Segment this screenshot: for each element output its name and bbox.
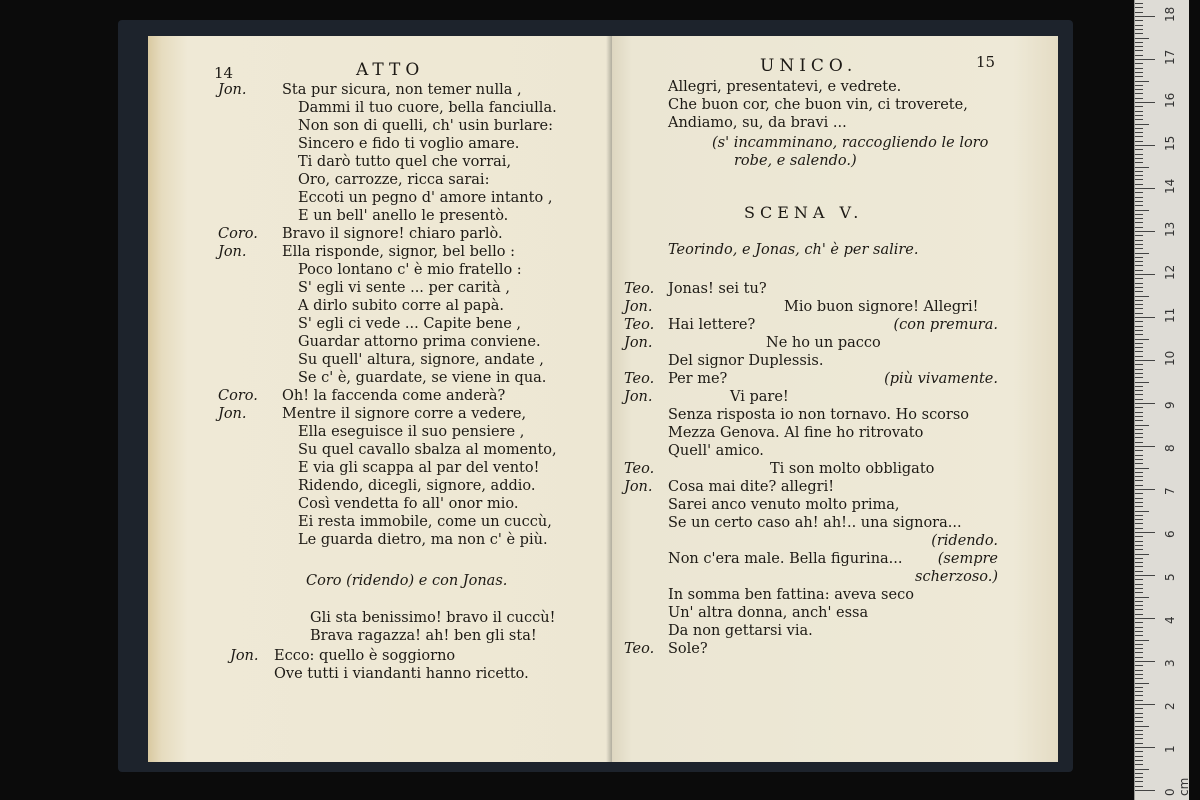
ruler-tick [1135,141,1143,142]
ruler-tick [1135,425,1149,426]
ruler-tick [1135,541,1143,542]
ruler-tick [1135,218,1143,219]
ruler-tick [1135,244,1143,245]
ruler-tick [1135,210,1149,211]
ruler-tick [1135,635,1143,636]
ruler-label: 3 [1163,659,1177,667]
verse-line: Cosa mai dite? allegri! [668,479,835,495]
ruler-tick [1135,769,1149,770]
verse-line: Ella risponde, signor, bel bello : [282,244,516,260]
ruler-tick [1135,695,1143,696]
ruler-label: 4 [1163,616,1177,624]
ruler-tick [1135,386,1143,387]
ruler-label: 7 [1163,487,1177,495]
verse-line: Poco lontano c' è mio fratello : [298,262,522,278]
ruler-tick [1135,98,1143,99]
ruler-tick [1135,46,1143,47]
ruler-tick [1135,446,1155,447]
verse-line: Se un certo caso ah! ah!.. una signora... [668,515,962,531]
ruler-tick [1135,7,1143,8]
ruler-tick [1135,42,1143,43]
ruler-tick [1135,622,1143,623]
ruler-tick [1135,188,1155,189]
verse-line: Non c'era male. Bella figurina... [668,551,903,567]
ruler-tick [1135,640,1149,641]
ruler-tick [1135,592,1143,593]
ruler-tick [1135,382,1149,383]
ruler-tick [1135,330,1143,331]
ruler-tick [1135,532,1155,533]
ruler-tick [1135,167,1149,168]
ruler-label: 1 [1163,745,1177,753]
ruler-tick [1135,89,1143,90]
verse-line: Da non gettarsi via. [668,623,813,639]
ruler-tick [1135,528,1143,529]
ruler-tick [1135,566,1143,567]
ruler-tick [1135,20,1143,21]
verse-line: Ti son molto obbligato [770,461,935,477]
ruler-tick [1135,12,1143,13]
ruler-tick [1135,506,1143,507]
left-page-header: ATTO [356,60,425,80]
verse-line: Che buon cor, che buon vin, ci troverete, [668,97,968,113]
speaker-label: Teo. [624,317,655,333]
ruler-tick [1135,124,1149,125]
ruler-tick [1135,416,1143,417]
ruler-tick [1135,708,1143,709]
ruler-tick [1135,777,1143,778]
ruler-tick [1135,63,1143,64]
ruler-tick [1135,644,1143,645]
left-page-number: 14 [214,64,234,82]
verse-line: Ei resta immobile, come un cuccù, [298,514,552,530]
ruler-tick [1135,364,1143,365]
ruler-tick [1135,16,1155,17]
ruler-tick [1135,579,1143,580]
verse-line: Sole? [668,641,708,657]
ruler-tick [1135,476,1143,477]
ruler-tick [1135,519,1143,520]
stage-direction: (s' incamminano, raccogliendo le loro [712,135,989,151]
ruler-tick [1135,179,1143,180]
ruler-tick [1135,33,1143,34]
ruler-tick [1135,261,1143,262]
ruler-label: 6 [1163,530,1177,538]
stage-note: (sempre [937,551,998,567]
ruler-tick [1135,235,1143,236]
ruler-tick [1135,240,1143,241]
ruler-tick [1135,661,1155,662]
ruler-tick [1135,631,1143,632]
ruler-tick [1135,50,1143,51]
ruler-tick [1135,278,1143,279]
ruler-label: 0 cm [1163,777,1191,796]
ruler-tick [1135,76,1143,77]
verse-line: Su quell' altura, signore, andate , [298,352,544,368]
verse-line: Quell' amico. [668,443,764,459]
ruler-tick [1135,721,1143,722]
ruler-tick [1135,523,1143,524]
verse-line: Ne ho un pacco [766,335,881,351]
ruler-tick [1135,257,1143,258]
verse-line: Ella eseguisce il suo pensiere , [298,424,525,440]
ruler-label: 14 [1163,178,1177,194]
ruler-tick [1135,511,1149,512]
stage-note: (con premura. [893,317,998,333]
ruler-label: 12 [1163,264,1177,280]
ruler-tick [1135,248,1143,249]
right-page-header: UNICO. [760,56,858,76]
ruler-tick [1135,747,1155,748]
ruler-tick [1135,437,1143,438]
verse-line: Mentre il signore corre a vedere, [282,406,527,422]
verse-line: Allegri, presentatevi, e vedrete. [668,79,902,95]
ruler-tick [1135,300,1143,301]
ruler-label: 8 [1163,444,1177,452]
verse-line: Bravo il signore! chiaro parlò. [282,226,503,242]
ruler-tick [1135,450,1143,451]
ruler-tick [1135,493,1143,494]
ruler-tick [1135,554,1149,555]
ruler-tick [1135,657,1143,658]
ruler-tick [1135,192,1143,193]
verse-line: Ecco: quello è soggiorno [274,648,456,664]
verse-line: Ti darò tutto quel che vorrai, [298,154,512,170]
speaker-label: Jon. [218,406,247,422]
verse-line: Jonas! sei tu? [668,281,767,297]
ruler-tick [1135,119,1143,120]
speaker-label: Jon. [624,299,653,315]
ruler-tick [1135,480,1143,481]
ruler-tick [1135,609,1143,610]
left-page [148,36,612,762]
ruler-tick [1135,29,1143,30]
ruler-tick [1135,81,1149,82]
stage-direction: robe, e salendo.) [734,153,857,169]
ruler-tick [1135,738,1143,739]
ruler-tick [1135,154,1143,155]
ruler-tick [1135,472,1143,473]
verse-line: Sincero e fido ti voglio amare. [298,136,520,152]
ruler-tick [1135,184,1143,185]
verse-line: Vi pare! [730,389,789,405]
speaker-label: Jon. [218,82,247,98]
stage-note: (ridendo. [931,533,998,549]
ruler-tick [1135,283,1143,284]
ruler-tick [1135,360,1155,361]
verse-line: A dirlo subito corre al papà. [298,298,505,314]
ruler-tick [1135,584,1143,585]
stage-note: scherzoso.) [915,569,998,585]
ruler-tick [1135,764,1143,765]
ruler-tick [1135,562,1143,563]
verse-line: Dammi il tuo cuore, bella fanciulla. [298,100,557,116]
ruler-tick [1135,468,1149,469]
ruler-tick [1135,717,1143,718]
speaker-label: Jon. [230,648,259,664]
ruler-tick [1135,287,1143,288]
ruler-tick [1135,545,1143,546]
ruler-tick [1135,455,1143,456]
ruler-tick [1135,317,1155,318]
verse-line: Su quel cavallo sbalza al momento, [298,442,557,458]
ruler-tick [1135,3,1143,4]
ruler-tick [1135,407,1143,408]
ruler-tick [1135,627,1143,628]
verse-line: Sarei anco venuto molto prima, [668,497,900,513]
ruler-tick [1135,691,1143,692]
ruler-label: 17 [1163,49,1177,65]
ruler-tick [1135,515,1143,516]
ruler-tick [1135,558,1143,559]
ruler-tick [1135,162,1143,163]
ruler-tick [1135,605,1143,606]
ruler-tick [1135,618,1155,619]
ruler-tick [1135,106,1143,107]
ruler-tick [1135,571,1143,572]
ruler-label: 10 [1163,350,1177,366]
verse-line: Mezza Genova. Al fine ho ritrovato [668,425,924,441]
ruler-tick [1135,356,1143,357]
ruler-tick [1135,321,1143,322]
ruler-tick [1135,463,1143,464]
scene-title: SCENA V. [744,203,864,222]
ruler-tick [1135,601,1143,602]
verse-line: Oro, carrozze, ricca sarai: [298,172,490,188]
speaker-label: Jon. [218,244,247,260]
ruler-tick [1135,743,1143,744]
verse-line: E via gli scappa al par del vento! [298,460,540,476]
verse-line: Del signor Duplessis. [668,353,824,369]
ruler-tick [1135,433,1143,434]
ruler-tick [1135,313,1143,314]
ruler-tick [1135,597,1149,598]
ruler-tick [1135,549,1143,550]
verse-line: Andiamo, su, da bravi ... [668,115,847,131]
ruler-tick [1135,670,1143,671]
ruler-label: 11 [1163,307,1177,323]
ruler-tick [1135,270,1143,271]
ruler-tick [1135,485,1143,486]
ruler-tick [1135,59,1155,60]
ruler-tick [1135,197,1143,198]
ruler-label: 16 [1163,92,1177,108]
ruler-tick [1135,132,1143,133]
ruler-tick [1135,171,1143,172]
verse-line: Guardar attorno prima conviene. [298,334,541,350]
ruler-tick [1135,38,1149,39]
ruler-tick [1135,429,1143,430]
ruler-tick [1135,502,1143,503]
ruler-tick [1135,665,1143,666]
ruler-tick [1135,652,1143,653]
ruler-tick [1135,575,1155,576]
ruler-tick [1135,442,1143,443]
verse-line: Non son di quelli, ch' usin burlare: [298,118,553,134]
ruler-tick [1135,334,1143,335]
ruler-tick [1135,93,1143,94]
ruler-tick [1135,308,1143,309]
ruler-tick [1135,351,1143,352]
ruler-tick [1135,347,1143,348]
ruler-label: 13 [1163,221,1177,237]
ruler-tick [1135,674,1143,675]
ruler-tick [1135,326,1143,327]
verse-line: Senza risposta io non tornavo. Ho scorso [668,407,970,423]
verse-line: Per me? [668,371,728,387]
ruler-tick [1135,773,1143,774]
ruler-tick [1135,726,1149,727]
ruler-tick [1135,369,1143,370]
verse-line: Se c' è, guardate, se viene in qua. [298,370,547,386]
ruler-tick [1135,265,1143,266]
verse-line: S' egli vi sente ... per carità , [298,280,510,296]
ruler-tick [1135,760,1143,761]
ruler-tick [1135,175,1143,176]
ruler-tick [1135,420,1143,421]
verse-line: Così vendetta fo all' onor mio. [298,496,519,512]
speaker-label: Teo. [624,641,655,657]
speaker-label: Jon. [624,479,653,495]
ruler-tick [1135,227,1143,228]
verse-line: Oh! la faccenda come anderà? [282,388,506,404]
ruler-tick [1135,136,1143,137]
verse-line: Eccoti un pegno d' amore intanto , [298,190,553,206]
verse-line: Mio buon signore! Allegri! [784,299,979,315]
ruler-label: 5 [1163,573,1177,581]
verse-line: Le guarda dietro, ma non c' è più. [298,532,548,548]
ruler-tick [1135,756,1143,757]
ruler-tick [1135,648,1143,649]
ruler-tick [1135,304,1143,305]
ruler-tick [1135,734,1143,735]
ruler-tick [1135,678,1143,679]
ruler-tick [1135,683,1149,684]
ruler-tick [1135,390,1143,391]
ruler-tick [1135,201,1143,202]
ruler-tick [1135,102,1155,103]
ruler-tick [1135,214,1143,215]
ruler-label: 2 [1163,702,1177,710]
ruler-tick [1135,149,1143,150]
speaker-label: Coro. [218,388,258,404]
speaker-label: Jon. [624,335,653,351]
stage-note: (più vivamente. [884,371,998,387]
ruler-tick [1135,25,1143,26]
ruler-tick [1135,751,1143,752]
speaker-label: Jon. [624,389,653,405]
verse-line: In somma ben fattina: aveva seco [668,587,914,603]
chorus-line: Brava ragazza! ah! ben gli sta! [310,628,537,644]
ruler-tick [1135,412,1143,413]
scene-characters: Teorindo, e Jonas, ch' è per salire. [668,242,919,258]
ruler-tick [1135,145,1155,146]
measuring-ruler [1134,0,1189,800]
ruler-tick [1135,85,1143,86]
verse-line: E un bell' anello le presentò. [298,208,509,224]
ruler-tick [1135,343,1143,344]
ruler-tick [1135,403,1155,404]
ruler-tick [1135,588,1143,589]
ruler-tick [1135,128,1143,129]
ruler-tick [1135,730,1143,731]
ruler-tick [1135,704,1155,705]
ruler-tick [1135,687,1143,688]
verse-line: Ove tutti i viandanti hanno ricetto. [274,666,529,682]
ruler-tick [1135,614,1143,615]
ruler-tick [1135,111,1143,112]
chorus-line: Gli sta benissimo! bravo il cuccù! [310,610,556,626]
ruler-label: 18 [1163,6,1177,22]
ruler-tick [1135,291,1143,292]
ruler-tick [1135,253,1149,254]
ruler-tick [1135,296,1149,297]
ruler-tick [1135,55,1143,56]
ruler-tick [1135,713,1143,714]
speaker-label: Coro. [218,226,258,242]
ruler-tick [1135,222,1143,223]
ruler-tick [1135,205,1143,206]
ruler-tick [1135,68,1143,69]
ruler-tick [1135,536,1143,537]
verse-line: Hai lettere? [668,317,756,333]
ruler-tick [1135,781,1143,782]
ruler-tick [1135,339,1149,340]
stage-direction: Coro (ridendo) e con Jonas. [306,573,508,589]
ruler-tick [1135,498,1143,499]
ruler-tick [1135,700,1143,701]
ruler-tick [1135,459,1143,460]
ruler-tick [1135,790,1155,791]
ruler-tick [1135,489,1155,490]
ruler-tick [1135,231,1155,232]
speaker-label: Teo. [624,461,655,477]
ruler-tick [1135,786,1143,787]
speaker-label: Teo. [624,371,655,387]
ruler-tick [1135,377,1143,378]
ruler-tick [1135,399,1143,400]
ruler-tick [1135,115,1143,116]
verse-line: Un' altra donna, anch' essa [668,605,869,621]
speaker-label: Teo. [624,281,655,297]
ruler-tick [1135,394,1143,395]
right-page-number: 15 [976,53,996,71]
verse-line: Sta pur sicura, non temer nulla , [282,82,522,98]
verse-line: S' egli ci vede ... Capite bene , [298,316,522,332]
ruler-label: 9 [1163,401,1177,409]
ruler-tick [1135,373,1143,374]
right-page [612,36,1058,762]
verse-line: Ridendo, dicegli, signore, addio. [298,478,536,494]
ruler-tick [1135,158,1143,159]
ruler-label: 15 [1163,135,1177,151]
ruler-tick [1135,274,1155,275]
ruler-tick [1135,72,1143,73]
